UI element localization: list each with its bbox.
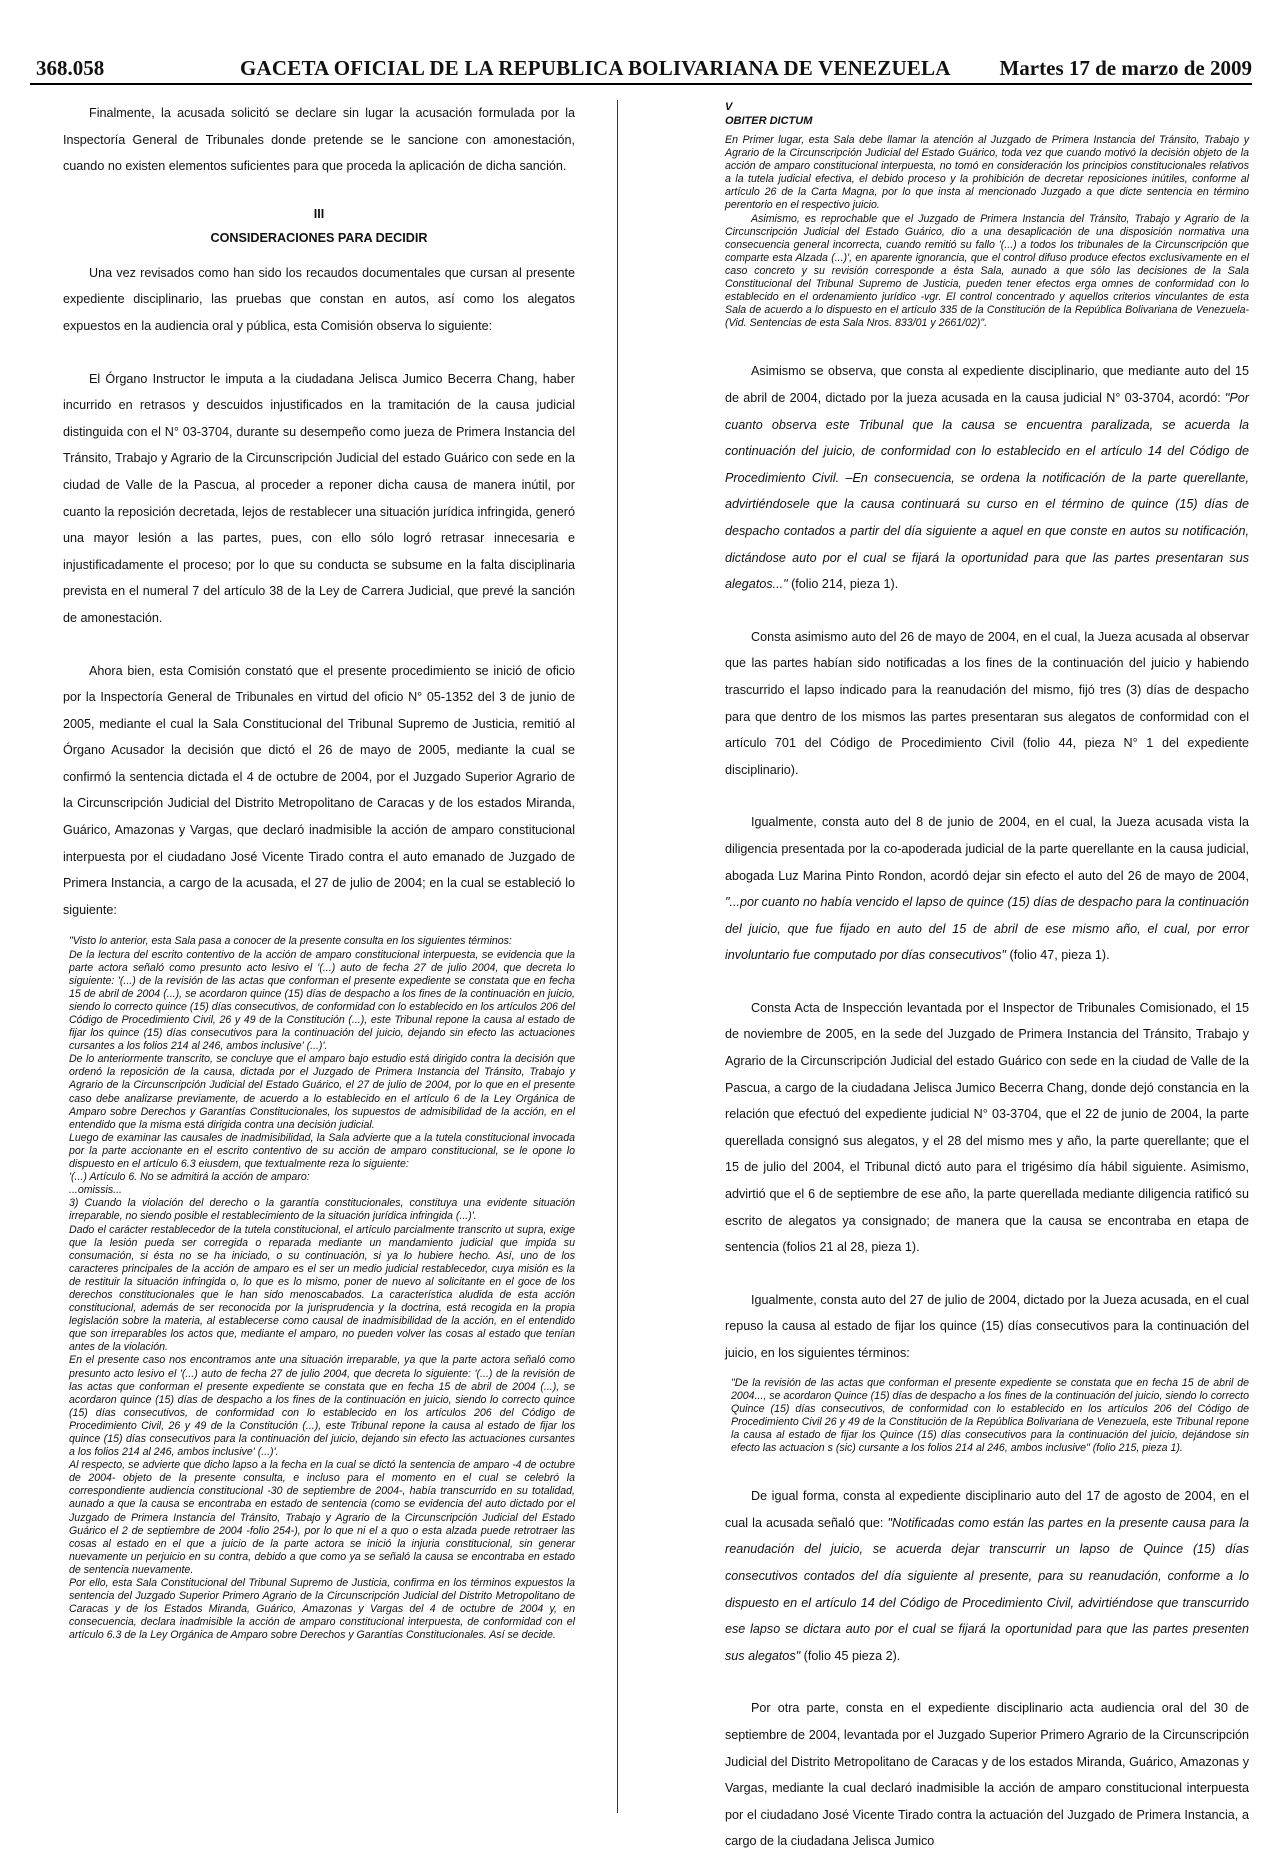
paragraph-text: Igualmente, consta auto del 8 de junio de 2004, en el cual, la Jueza acusada vista la diligencia presentada por la co-apoderada judicial de la parte querellante en la causa judicial, abogada Luz Marina Pinto Rondon, acordó dejar sin efecto el auto del 26 de mayo de 2004, bbox=[725, 815, 1249, 883]
paragraph: Finalmente, la acusada solicitó se declare sin lugar la acusación formulada por la Inspectoría General de Tribunales donde pretende se le sancione con amonestación, cuando no existen elementos suficientes para que proceda la aplicación de dicha sanción. bbox=[63, 106, 575, 174]
quote-line: Al respecto, se advierte que dicho lapso a la fecha en la cual se dictó la sentencia de amparo -4 de octubre de 2004- objeto de la presente consulta, e incluso para el momento en el cual se celebró la correspondiente audiencia constitucional -30 de septiembre de 2004-, había transcurrido en su totalidad, aunado a que la causa se encontraba en estado de sentencia (como se evidencia del auto dictado por el Juzgado de Primera Instancia del Tránsito, Trabajo y Agrario de la Circunscripción Judicial del Estado Guárico el 2 de septiembre de 2004 -folio 254-), por lo que ni el a quo o esta alzada puede retrotraer las cosas al estado en el que a juicio de la parte actora se inició la injuria constitucional, sin generar nuevamente un perjuicio en su contra, debido a que como ya se señaló la causa se encontraba en estado de sentencia nuevamente. bbox=[69, 1459, 575, 1576]
section-title: OBITER DICTUM bbox=[725, 115, 813, 127]
quote-line: Dado el carácter restablecedor de la tutela constitucional, el artículo parcialmente transcrito ut supra, exige que la lesión pueda ser corregida o reparada mediante un mandamiento judicial que impida su consumación, si ésta no se ha iniciado, o su continuación, si ya lo hubiere hecho. Así, uno de los caracteres principales de la acción de amparo es el ser un medio judicial restablecedor, cuya misión es la de restituir la situación infringida o, lo que es lo mismo, poner de nuevo al solicitante en el goce de los derechos constitucionales que le han sido menoscabados. La característica aludida de esta acción constitucional, además de ser reconocida por la jurisprudencia y la doctrina, está recogida en la propia legislación sobre la materia, al establecerse como causal de inadmisibilidad de la acción, en el entendido que son irreparables los actos que, mediante el amparo, no pueden volver las cosas al estado que tenían antes de la violación. bbox=[69, 1223, 575, 1354]
quote-line: '(...) Artículo 6. No se admitirá la acción de amparo: bbox=[69, 1171, 310, 1184]
issue-date: Martes 17 de marzo de 2009 bbox=[999, 56, 1252, 80]
paragraph bbox=[725, 809, 1249, 969]
paragraph: Igualmente, consta auto del 27 de julio de 2004, dictado por la Jueza acusada, en el cual repuso la causa al estado de fijar los quince (15) días consecutivos para la continuación del juicio, en los siguientes términos: bbox=[725, 1292, 1249, 1360]
right-column bbox=[725, 100, 1249, 1855]
quote-line: "Visto lo anterior, esta Sala pasa a conocer de la presente consulta en los siguientes términos: bbox=[69, 935, 512, 948]
column-divider bbox=[617, 100, 618, 1813]
quote-line: 3) Cuando la violación del derecho o la garantía constitucionales, constituya una evidente situación irreparable, no siendo posible el restablecimiento de la situación jurídica infringida (...)'. bbox=[69, 1197, 575, 1223]
paragraph: El Órgano Instructor le imputa a la ciudadana Jelisca Jumico Becerra Chang, haber incurrido en retrasos y descuidos injustificados en la tramitación de la causa judicial distinguida con el N° 03-3704, durante su desempeño como jueza de Primera Instancia del Tránsito, Trabajo y Agrario de la Circunscripción Judicial del estado Guárico con sede en la ciudad de Valle de la Pascua, al proceder a reponer dicha causa de manera inútil, por cuanto la reposición decretada, lejos de restablecer una situación jurídica infringida, generó una mayor lesión a las partes, pues, con ello sólo logró retrasar innecesaria e injustificadamente el proceso; por lo que su conducta se subsume en la falta disciplinaria prevista en el numeral 7 del artículo 38 de la Ley de Carrera Judicial, que prevé la sanción de amonestación. bbox=[63, 371, 575, 625]
paragraph: Una vez revisados como han sido los recaudos documentales que cursan al presente expediente disciplinario, las pruebas que constan en autos, así como los alegatos expuestos en la audiencia oral y pública, esta Comisión observa lo siguiente: bbox=[63, 265, 575, 333]
quote-line: Por ello, esta Sala Constitucional del Tribunal Supremo de Justicia, confirma en los términos expuestos la sentencia del Juzgado Superior Primero Agrario de la Circunscripción Judicial del Distrito Metropolitano de Caracas y de los Estados Miranda, Guárico, Amazonas y Vargas del 4 de octubre de 2004 y, en consecuencia, declara inadmisible la acción de amparo constitucional interpuesta, de conformidad con el artículo 6.3 de la Ley Orgánica de Amparo sobre Derechos y Garantías Constitucionales. Así se decide. bbox=[69, 1577, 575, 1642]
section-title: CONSIDERACIONES PARA DECIDIR bbox=[210, 230, 428, 245]
quote-line: De la lectura del escrito contentivo de la acción de amparo constitucional interpuesta, se evidencia que la parte actora señaló como presunto acto lesivo el '(...) auto de fecha 27 de julio 2004, que decreta lo siguiente: '(...) de la revisión de las actas que conforman el presente expediente se constata que en fecha 15 de abril de 2004 (...), se acordaron quince (15) días de despacho a los fines de la continuación en juicio, siendo lo correcto quince (15) días consecutivos, de conformidad con lo establecido en los artículos 206 del Código de Procedimiento Civil, 26 y 49 de la Constitución (...), este Tribunal repone la causa al estado de fijar los quince (15) días consecutivos para la continuación del juicio, dejando sin efecto las actuaciones cursantes a los folios 214 al 246, ambos inclusive' (...)'. bbox=[69, 948, 575, 1053]
left-column bbox=[63, 100, 575, 1643]
quote-line: Asimismo, es reprochable que el Juzgado de Primera Instancia del Tránsito, Trabajo y Agrario de la Circunscripción Judicial del Estado Guárico, dio a una desaplicación de una disposición normativa una consecuencia general incorrecta, cuando remitió su fallo '(...) a todos los tribunales de la Circunscripción que comparte esta Alzada (...)', en aparente ignorancia, que el control difuso produce efectos exclusivamente en el caso concreto y su revisión corresponde a ésta Sala, aunado a que sólo las decisiones de la Sala Constitucional del Tribunal Supremo de Justicia, pueden tener efectos erga omnes de conformidad con lo establecido en el ordenamiento jurídico -vgr. El control concentrado y aquellos criterios vinculantes de esta Sala de acuerdo a lo dispuesto en el artículo 335 de la Constitución de la República Bolivariana de Venezuela- (Vid. Sentencias de esta Sala Nros. 833/01 y 2661/02)". bbox=[725, 212, 1249, 330]
paragraph: Por otra parte, consta en el expediente disciplinario acta audiencia oral del 30 de septiembre de 2004, levantada por el Juzgado Superior Primero Agrario de la Circunscripción Judicial del Distrito Metropolitano de Caracas y de los estados Miranda, Guárico, Amazonas y Vargas, mediante la cual declaró inadmisible la acción de amparo constitucional interpuesta por el ciudadano José Vicente Tirado contra la actuación del Juzgado de Primera Instancia, a cargo de la ciudadana Jelisca Jumico bbox=[725, 1701, 1249, 1849]
inline-quote: "Por cuanto observa este Tribunal que la causa se encuentra paralizada, se acuerda la continuación del juicio, de conformidad con lo establecido en el artículo 14 del Código de Procedimiento Civil. –En consecuencia, se ordena la notificación de la parte querellante, advirtiéndosele que la causa continuará su curso en el término de quince (15) días de despacho contados a partir del día siguiente a aquel en que conste en autos su notificación, dictándose auto por el cual se fijará la oportunidad para que las partes presentaran sus alegatos..." bbox=[725, 391, 1249, 592]
paragraph: Consta asimismo auto del 26 de mayo de 2004, en el cual, la Jueza acusada al observar que las partes habían sido notificadas a los fines de la continuación del juicio y habiendo trascurrido el lapso indicado para la reanudación del mismo, fijó tres (3) días de despacho para que dentro de los mismos las partes presentaran sus alegatos de conformidad con el artículo 701 del Código de Procedimiento Civil (folio 44, pieza N° 1 del expediente disciplinario). bbox=[725, 629, 1249, 777]
block-quote: "De la revisión de las actas que conforman el presente expediente se constata que en fecha 15 de abril de 2004..., se acordaron Quince (15) días de despacho a los fines de la continuación del juicio, siendo lo correcto Quince (15) días consecutivos, de conformidad con lo establecido en los artículos 206 del Código de Procedimiento Civil 26 y 49 de la Constitución de la República Bolivariana de Venezuela, este Tribunal repone la causa al estado de fijar los Quince (15) días consecutivos para la continuación del juicio, dejándose sin efecto las actuacion s (sic) cursante a los folios 214 al 246, ambos inclusive" (folio 215, pieza 1). bbox=[731, 1376, 1249, 1455]
obiter-dictum-quote bbox=[725, 134, 1249, 330]
block-quote bbox=[69, 935, 575, 1642]
paragraph: Consta Acta de Inspección levantada por el Inspector de Tribunales Comisionado, el 15 de noviembre de 2005, en la sede del Juzgado de Primera Instancia del Tránsito, Trabajo y Agrario de la Circunscripción Judicial del estado Guárico con sede en la ciudad de Valle de la Pascua, a cargo de la ciudadana Jelisca Jumico Becerra Chang, donde dejó constancia en la relación que efectuó del expediente judicial N° 03-3704, que el 22 de junio de 2004, la parte querellada consignó sus alegatos, y el 28 del mismo mes y año, la parte querellante; que el 15 de julio del 2004, el Tribunal dictó auto para el trigésimo día hábil siguiente. Asimismo, advirtió que el 6 de septiembre de ese año, la parte querellada mediante diligencia ratificó su escrito de alegatos ya consignado; de manera que la causa se encontraba en etapa de sentencia (folios 21 al 28, pieza 1). bbox=[725, 1000, 1249, 1255]
header-rule bbox=[30, 83, 1252, 85]
quote-line: Luego de examinar las causales de inadmisibilidad, la Sala advierte que a la tutela constitucional invocada por la parte accionante en el escrito contentivo de su acción de amparo constitucional, se le opone lo dispuesto en el artículo 6.3 eiusdem, que textualmente reza lo siguiente: bbox=[69, 1131, 575, 1171]
citation: (folio 214, pieza 1). bbox=[787, 577, 899, 592]
paragraph: Ahora bien, esta Comisión constató que el presente procedimiento se inició de oficio por la Inspectoría General de Tribunales en virtud del oficio N° 05-1352 del 3 de junio de 2005, mediante el cual la Sala Constitucional del Tribunal Supremo de Justicia, remitió al Órgano Acusador la decisión que dictó el 26 de mayo de 2005, mediante la cual se confirmó la sentencia dictada el 4 de octubre de 2004, por el Juzgado Superior Agrario de la Circunscripción Judicial del Distrito Metropolitano de Caracas y de los estados Miranda, Guárico, Amazonas y Vargas, que declaró inadmisible la acción de amparo constitucional interpuesta por el ciudadano José Vicente Tirado contra el auto emanado de Juzgado de Primera Instancia, a cargo de la acusada, el 27 de julio de 2004; en la cual se estableció lo siguiente: bbox=[63, 663, 575, 917]
paragraph-text: Asimismo se observa, que consta al expediente disciplinario, que mediante auto del 15 de abril de 2004, dictado por la jueza acusada en la causa judicial N° 03-3704, acordó: bbox=[725, 364, 1249, 405]
paragraph bbox=[725, 358, 1249, 597]
inline-quote: "...por cuanto no había vencido el lapso de quince (15) días de despacho para la continuación del juicio, que fue fijado en auto del 15 de abril de ese mismo año, el cual, por error involuntario fue computado por días consecutivos" bbox=[725, 895, 1249, 963]
section-number: III bbox=[313, 206, 325, 221]
inline-quote: "Notificadas como están las partes en la presente causa para la reanudación del juicio, se acuerda dejar transcurrir un lapso de Quince (15) días consecutivos contados del día siguiente al presente, para su reanudación, conforme a lo dispuesto en el artículo 14 del Código de Procedimiento Civil, advirtiéndose que transcurrido ese lapso se dictara auto por el cual se fijará la oportunidad para que las partes presenten sus alegatos" bbox=[725, 1515, 1250, 1663]
citation: (folio 45 pieza 2). bbox=[800, 1648, 901, 1663]
gazette-title: GACETA OFICIAL DE LA REPUBLICA BOLIVARIANA DE VENEZUELA bbox=[240, 56, 951, 80]
quote-line: ...omissis... bbox=[69, 1184, 122, 1197]
paragraph-text: De igual forma, consta al expediente disciplinario auto del 17 de agosto de 2004, en el cual la acusada señaló que: bbox=[725, 1489, 1249, 1530]
section-number: V bbox=[725, 101, 733, 113]
quote-line: De lo anteriormente transcrito, se concluye que el amparo bajo estudio está dirigido contra la decisión que ordenó la reposición de la causa, dictada por el Juzgado de Primera Instancia del Tránsito, Trabajo y Agrario de la Circunscripción Judicial del Estado Guárico, el 27 de julio de 2004, por lo que en el presente caso debe analizarse previamente, de acuerdo a lo establecido en el artículo 6 de la Ley Orgánica de Amparo sobre Derechos y Garantías Constitucionales, los supuestos de admisibilidad de la acción, en el entendido que la misma está dirigida contra una decisión judicial. bbox=[69, 1053, 575, 1131]
gazette-header bbox=[30, 56, 1252, 84]
quote-line: En Primer lugar, esta Sala debe llamar la atención al Juzgado de Primera Instancia del Tránsito, Trabajo y Agrario de la Circunscripción Judicial del Estado Guárico, toda vez que cuando motivó la decisión objeto de la acción de amparo constitucional interpuesta, no tomó en consideración los principios constitucionales relativos a la tutela judicial efectiva, el debido proceso y la prohibición de decretar reposiciones inútiles, conforme al artículo 26 de la Carta Magna, por lo que insta al mencionado Juzgado a que dicte sentencia en término perentorio en el respectivo juicio. bbox=[725, 134, 1249, 212]
citation: (folio 47, pieza 1). bbox=[1006, 948, 1110, 963]
paragraph bbox=[725, 1483, 1249, 1669]
page-number: 368.058 bbox=[36, 56, 105, 80]
quote-line: En el presente caso nos encontramos ante una situación irreparable, ya que la parte actora señaló como presunto acto lesivo el '(...) auto de fecha 27 de julio 2004, que decreta lo siguiente: '(...) de la revisión de las actas que conforman el presente expediente se constata que en fecha 15 de abril de 2004 (...), se acordaron quince (15) días de despacho a los fines de la continuación en juicio, siendo lo correcto quince (15) días consecutivos, de conformidad con lo establecido en los artículos 206 del Código de Procedimiento Civil, 26 y 49 de la Constitución (...), este Tribunal repone la causa al estado de fijar los quince (15) días consecutivos para la continuación del juicio, dejando sin efecto las actuaciones cursantes a los folios 214 al 246, ambos inclusive' (...)'. bbox=[69, 1354, 575, 1459]
